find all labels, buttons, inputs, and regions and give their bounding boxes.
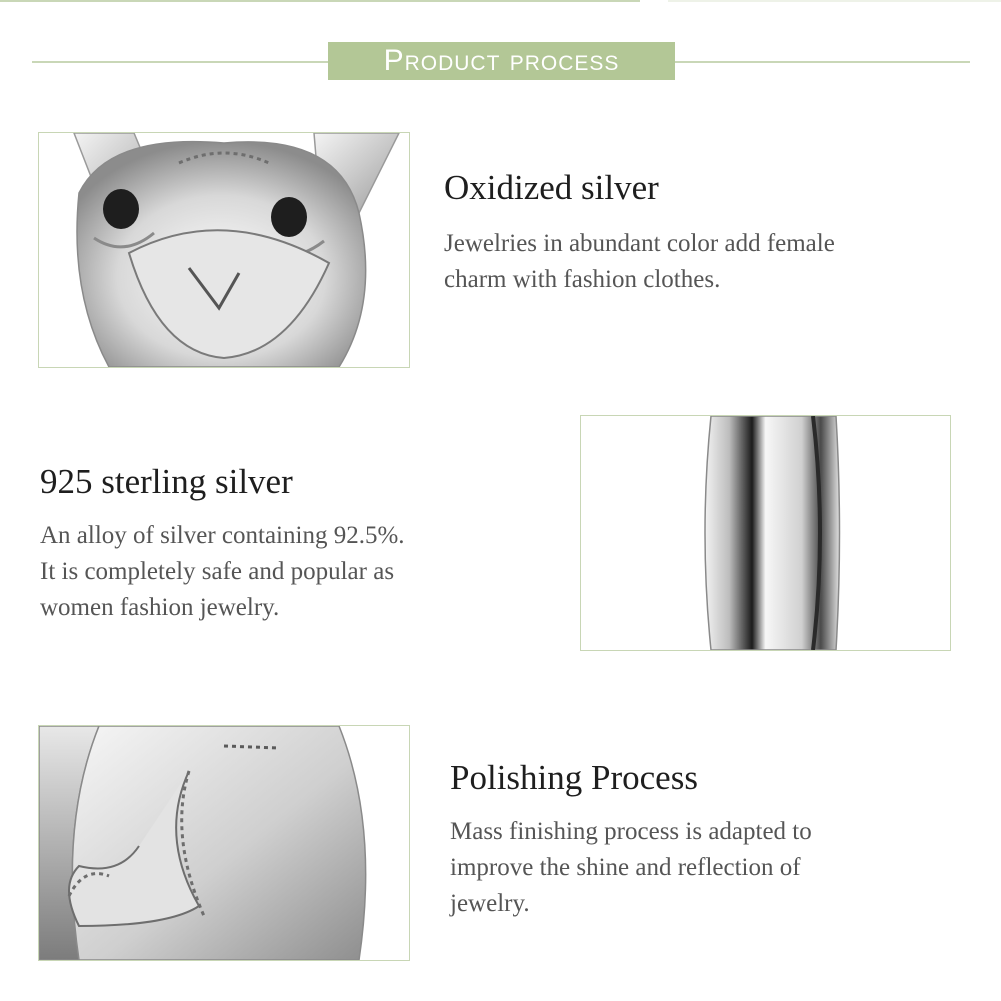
section-description-sterling <box>40 518 405 626</box>
section-description-oxidized <box>444 226 835 298</box>
header-line-left <box>32 61 328 63</box>
silver-bulldog-body-icon <box>39 726 409 960</box>
description-line: Mass finishing process is adapted to <box>450 818 812 845</box>
description-line: Jewelries in abundant color add female <box>444 230 835 257</box>
section-header: Product process <box>328 42 675 80</box>
silver-bulldog-face-icon <box>39 133 409 367</box>
description-line: It is completely safe and popular as <box>40 558 395 585</box>
silver-bead-edge-icon <box>581 416 950 650</box>
top-rule-right <box>668 0 1001 2</box>
section-title-sterling: 925 sterling silver <box>40 462 293 501</box>
section-title-oxidized: Oxidized silver <box>444 168 659 207</box>
section-title-polishing: Polishing Process <box>450 758 698 797</box>
product-image-oxidized <box>38 132 410 368</box>
top-rule-left <box>0 0 640 2</box>
product-image-sterling <box>580 415 951 651</box>
description-line: improve the shine and reflection of <box>450 854 801 881</box>
section-description-polishing <box>450 814 812 922</box>
product-image-polishing <box>38 725 410 961</box>
top-rule <box>0 0 1001 2</box>
description-line: charm with fashion clothes. <box>444 266 721 293</box>
header-line-right <box>675 61 970 63</box>
description-line: women fashion jewelry. <box>40 594 280 621</box>
description-line: jewelry. <box>450 890 530 917</box>
description-line: An alloy of silver containing 92.5%. <box>40 522 405 549</box>
